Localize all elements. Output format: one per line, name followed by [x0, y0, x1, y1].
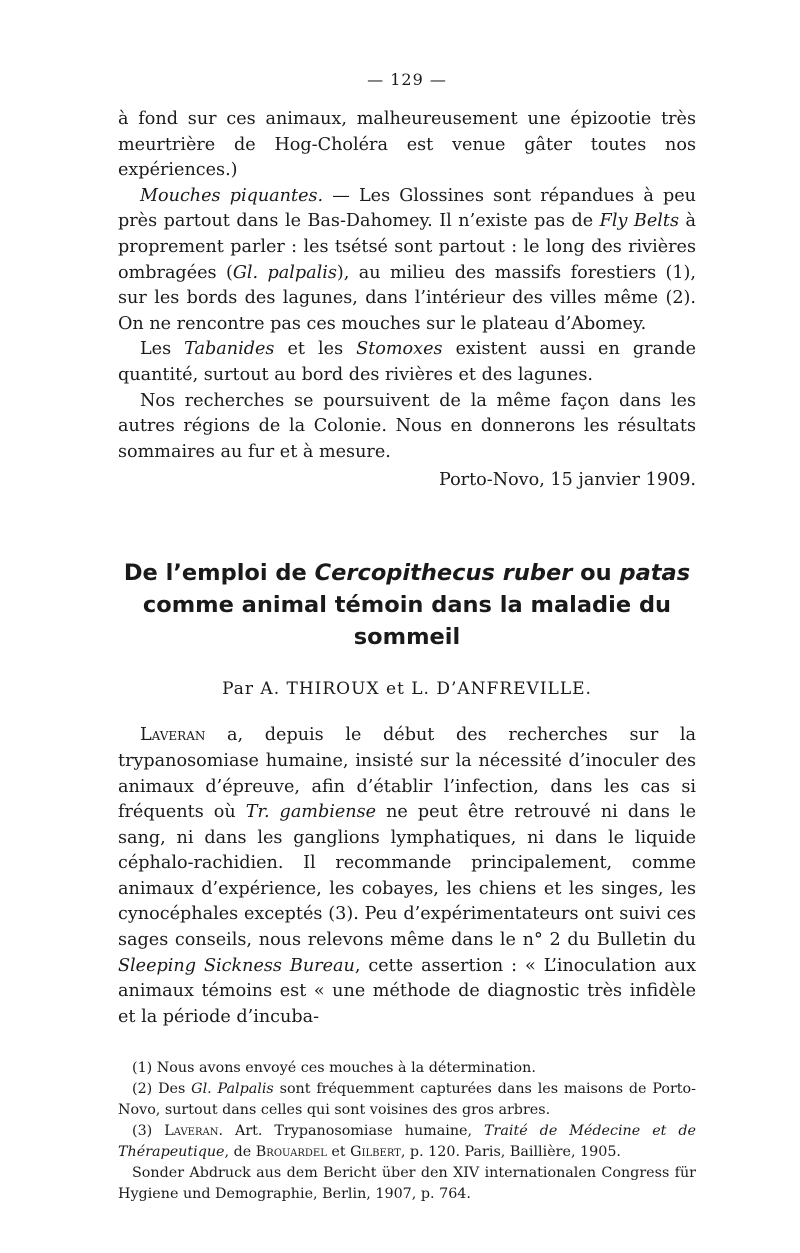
body-part-2: ne peut être retrouvé ni dans le sang, ni dans les ganglions lymphatiques, ni dans le liquide céphalo-rachidien. Il recommande principalement, comme animaux d’expérience, les cobayes, les chiens et les singes, les cynocéphales exceptés (3). Peu d’expérimentateurs ont suivi ces sages conseils, nous relevons même dans le n° 2 du Bulletin du: [118, 802, 696, 951]
tabanides-paragraph: [118, 337, 696, 388]
mouches-text-2: à proprement parler : les tsétsé sont partout : le long des rivières ombragées (: [118, 211, 696, 283]
tabanides-after: existent aussi en grande quantité, surtout au bord des rivières et des lagunes.: [118, 339, 696, 385]
footnote-2-before: (2) Des: [132, 1081, 192, 1098]
fly-belts-term: Fly Belts: [599, 211, 679, 232]
tabanides-term: Tabanides: [184, 339, 275, 360]
body-part-3: , cette assertion : « L’inoculation aux animaux témoins est « une méthode de diagnostic très infidèle et la période d’incuba-: [118, 955, 696, 1027]
section-spacer: [118, 493, 696, 557]
signoff-place-date: Porto-Novo, 15 janvier 1909.: [438, 470, 696, 491]
mouches-text-3: ), au milieu des massifs forestiers (1), sur les bords des lagunes, dans l’intérieur des villes même (2). On ne rencontre pas ces mouches sur le plateau d’Abomey.: [118, 262, 697, 334]
footnote-2: [118, 1079, 696, 1121]
title-species: Cercopithecus ruber: [314, 560, 573, 587]
article-byline: Par A. THIROUX et L. D’ANFREVILLE.: [222, 679, 592, 700]
footnotes: [118, 1058, 696, 1205]
footnote-3-laveran: Laveran: [164, 1123, 219, 1140]
gl-palpalis-term: Gl. palpalis: [232, 262, 337, 283]
footnote-3-gilbert: Gilbert: [350, 1144, 401, 1161]
footnote-2-gl: Gl. Palpalis: [191, 1081, 274, 1098]
mouches-lead: Mouches piquantes.: [140, 185, 324, 206]
book-page: [118, 70, 696, 1205]
article-title: [118, 557, 696, 653]
footnote-3-art: . Art. Trypanosomiase humaine,: [218, 1123, 485, 1140]
footnote-3-before: (3): [132, 1123, 165, 1140]
footnote-3: [118, 1121, 696, 1163]
title-patas: patas: [619, 560, 691, 587]
footnote-1: (1) Nous avons envoyé ces mouches à la détermination.: [132, 1060, 536, 1077]
article-body-paragraph: [118, 723, 696, 1030]
footnote-3-traite: Traité de Médecine et de Thérapeutique: [118, 1123, 696, 1161]
title-mid: ou: [572, 560, 620, 587]
mouches-paragraph: [118, 184, 696, 338]
tabanides-before: Les: [140, 339, 185, 360]
page-number: — 129 —: [367, 70, 447, 89]
footnote-3-et: et: [326, 1144, 351, 1161]
stomoxes-term: Stomoxes: [356, 339, 443, 360]
bulletin-title: Sleeping Sickness Bureau: [118, 955, 355, 976]
mouches-text-1: — Les Glossines sont répandues à peu près partout dans le Bas-Dahomey. Il n’existe pas de: [118, 185, 696, 232]
footnote-3-after: , p. 120. Paris, Baillière, 1905.: [400, 1144, 621, 1161]
title-prefix: De l’emploi de: [123, 560, 315, 587]
tr-gambiense-term: Tr. gambiense: [245, 802, 377, 823]
laveran-name: Laveran: [140, 725, 206, 746]
continuation-paragraph: à fond sur ces animaux, malheureusement une épizootie très meurtrière de Hog-Choléra est venue gâter toutes nos expériences.): [118, 109, 696, 181]
article-title-line-2: comme animal témoin dans la maladie du sommeil: [142, 592, 672, 651]
footnote-3-brouardel: Brouardel: [255, 1144, 327, 1161]
body-part-1: a, depuis le début des recherches sur la trypanosomiase humaine, insisté sur la nécessité d’inoculer des animaux d’épreuve, afin d’établir l’infection, dans les cas si fréquents où: [118, 725, 696, 823]
footnote-4: Sonder Abdruck aus dem Bericht über den XIV internationalen Congress für Hygiene und Demographie, Berlin, 1907, p. 764.: [118, 1165, 696, 1203]
tabanides-middle: et les: [274, 339, 357, 360]
footnote-2-after: sont fréquemment capturées dans les maisons de Porto-Novo, surtout dans celles qui sont voisines des gros arbres.: [118, 1081, 696, 1119]
footnote-3-de: , de: [224, 1144, 256, 1161]
article-title-line-1: [118, 557, 696, 589]
recherches-paragraph: Nos recherches se poursuivent de la même façon dans les autres régions de la Colonie. Nous en donnerons les résultats sommaires au fur et à mesure.: [118, 390, 696, 462]
